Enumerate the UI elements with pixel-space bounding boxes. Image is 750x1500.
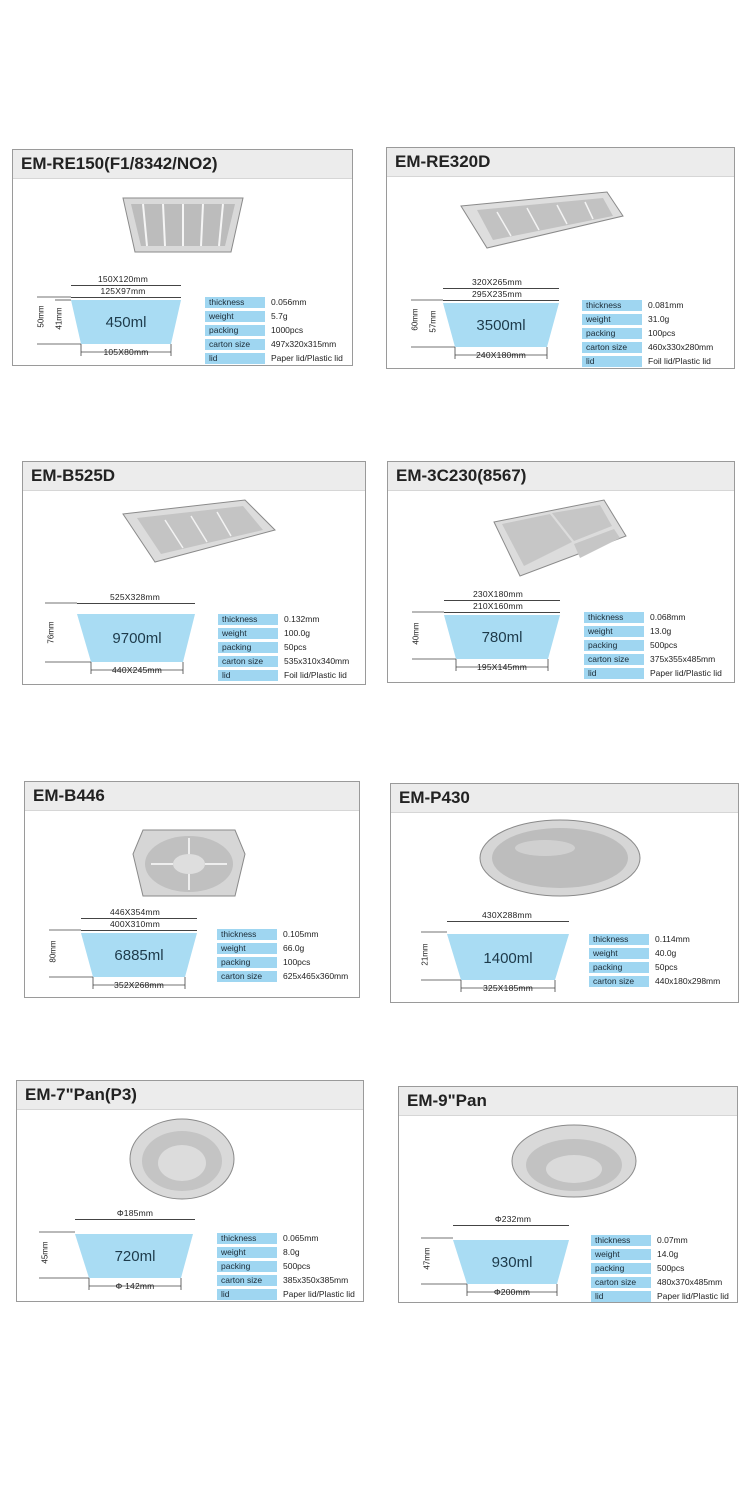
product-title: EM-RE150(F1/8342/NO2) xyxy=(13,150,352,179)
dimension-diagram xyxy=(408,587,583,679)
spec-row xyxy=(584,610,722,624)
spec-value: 0.081mm xyxy=(648,300,684,310)
spec-label: weight xyxy=(218,628,278,639)
capacity-label: 3500ml xyxy=(476,317,526,334)
spec-value: 0.114mm xyxy=(655,934,690,944)
spec-row xyxy=(591,1289,729,1303)
height-inner-dimension: 41mm xyxy=(54,307,64,330)
spec-label: weight xyxy=(591,1249,651,1260)
spec-value: Paper lid/Plastic lid xyxy=(271,353,343,363)
spec-label: carton size xyxy=(582,342,642,353)
spec-value: 0.132mm xyxy=(284,614,320,624)
spec-label: lid xyxy=(217,1289,277,1300)
spec-value: 0.07mm xyxy=(657,1235,688,1245)
spec-value: 31.0g xyxy=(648,314,670,324)
top-outer-dimension: 446X354mm xyxy=(110,907,160,917)
spec-label: packing xyxy=(217,1261,277,1272)
height-outer-dimension: 47mm xyxy=(422,1247,432,1270)
top-outer-dimension: 430X288mm xyxy=(482,910,532,920)
spec-value: 8.0g xyxy=(283,1247,300,1257)
spec-row xyxy=(589,932,720,946)
spec-value: 13.0g xyxy=(650,626,672,636)
spec-row xyxy=(591,1247,729,1261)
product-card xyxy=(390,783,739,1003)
spec-label: lid xyxy=(205,353,265,364)
bottom-dimension: 105X80mm xyxy=(103,347,149,357)
capacity-label: 9700ml xyxy=(112,630,162,647)
spec-row xyxy=(217,1245,355,1259)
spec-label: carton size xyxy=(217,1275,277,1286)
product-title: EM-B446 xyxy=(25,782,359,811)
spec-table xyxy=(218,612,349,682)
spec-row xyxy=(217,969,348,983)
height-outer-dimension: 21mm xyxy=(420,943,430,966)
product-card xyxy=(12,149,353,366)
spec-label: thickness xyxy=(591,1235,651,1246)
spec-value: 0.105mm xyxy=(283,929,319,939)
spec-label: thickness xyxy=(582,300,642,311)
spec-value: 50pcs xyxy=(284,642,307,652)
spec-row xyxy=(217,1273,355,1287)
dimension-diagram xyxy=(417,1212,597,1303)
spec-row xyxy=(218,668,349,682)
spec-label: lid xyxy=(584,668,644,679)
compartment-tray-image xyxy=(480,496,630,580)
product-title: EM-P430 xyxy=(391,784,738,813)
spec-row xyxy=(591,1233,729,1247)
spec-row xyxy=(589,946,720,960)
bottom-dimension: 240X180mm xyxy=(476,350,526,360)
spec-value: 1000pcs xyxy=(271,325,304,335)
dimension-diagram xyxy=(407,275,582,367)
spec-row xyxy=(584,638,722,652)
spec-value: 0.065mm xyxy=(283,1233,319,1243)
dimension-diagram xyxy=(45,905,220,997)
spec-label: thickness xyxy=(584,612,644,623)
capacity-label: 450ml xyxy=(105,314,147,331)
spec-value: 0.056mm xyxy=(271,297,307,307)
spec-row xyxy=(589,974,720,988)
spec-label: thickness xyxy=(218,614,278,625)
capacity-label: 1400ml xyxy=(483,950,533,967)
spec-label: lid xyxy=(218,670,278,681)
spec-row xyxy=(591,1261,729,1275)
spec-label: packing xyxy=(591,1263,651,1274)
spec-row xyxy=(591,1275,729,1289)
spec-row xyxy=(582,298,713,312)
spec-value: 500pcs xyxy=(657,1263,685,1273)
spec-row xyxy=(217,1259,355,1273)
height-outer-dimension: 60mm xyxy=(410,308,420,331)
spec-label: carton size xyxy=(218,656,278,667)
spec-value: Paper lid/Plastic lid xyxy=(650,668,722,678)
round-pan-image xyxy=(127,1117,237,1201)
spec-value: 500pcs xyxy=(283,1261,311,1271)
spec-table xyxy=(589,932,720,988)
spec-row xyxy=(218,654,349,668)
rectangular-tray-image xyxy=(113,190,253,260)
spec-row xyxy=(217,955,348,969)
round-pan-image xyxy=(509,1123,639,1199)
top-outer-dimension: 230X180mm xyxy=(473,589,523,599)
dimension-diagram xyxy=(35,1206,215,1298)
spec-label: carton size xyxy=(217,971,277,982)
top-outer-dimension: Φ232mm xyxy=(494,1214,532,1224)
spec-label: carton size xyxy=(584,654,644,665)
spec-label: thickness xyxy=(217,1233,277,1244)
spec-value: 40.0g xyxy=(655,948,677,958)
spec-value: Foil lid/Plastic lid xyxy=(648,356,711,366)
rectangular-tray-image xyxy=(457,186,627,258)
spec-value: 500pcs xyxy=(650,640,678,650)
rectangular-tray-image xyxy=(115,496,279,566)
spec-value: 5.7g xyxy=(271,311,288,321)
spec-row xyxy=(218,626,349,640)
oval-platter-image xyxy=(475,816,645,900)
height-outer-dimension: 80mm xyxy=(48,940,58,963)
height-outer-dimension: 45mm xyxy=(40,1241,50,1264)
spec-value: 535x310x340mm xyxy=(284,656,350,666)
spec-value: 480x370x485mm xyxy=(657,1277,723,1287)
spec-table xyxy=(591,1233,729,1303)
spec-value: 14.0g xyxy=(657,1249,679,1259)
spec-row xyxy=(582,326,713,340)
top-outer-dimension: Φ185mm xyxy=(116,1208,154,1218)
dimension-diagram xyxy=(33,272,208,364)
product-card xyxy=(386,147,735,369)
spec-row xyxy=(217,1287,355,1301)
top-outer-dimension: 320X265mm xyxy=(472,277,522,287)
spec-label: weight xyxy=(205,311,265,322)
spec-value: 385x350x385mm xyxy=(283,1275,349,1285)
product-card xyxy=(398,1086,738,1303)
spec-value: 440x180x298mm xyxy=(655,976,721,986)
top-inner-dimension: 210X160mm xyxy=(473,601,523,611)
height-outer-dimension: 40mm xyxy=(411,622,421,645)
spec-value: 0.068mm xyxy=(650,612,686,622)
spec-row xyxy=(584,624,722,638)
spec-value: 460x330x280mm xyxy=(648,342,714,352)
spec-label: packing xyxy=(589,962,649,973)
spec-table xyxy=(582,298,713,368)
height-outer-dimension: 76mm xyxy=(46,621,56,644)
height-inner-dimension: 57mm xyxy=(428,310,438,333)
spec-label: packing xyxy=(584,640,644,651)
spec-table xyxy=(584,610,722,680)
spec-row xyxy=(205,323,343,337)
spec-value: 100.0g xyxy=(284,628,310,638)
spec-table xyxy=(217,927,348,983)
product-card xyxy=(387,461,735,683)
product-card xyxy=(16,1080,364,1302)
spec-row xyxy=(205,337,343,351)
spec-label: weight xyxy=(217,1247,277,1258)
spec-row xyxy=(582,340,713,354)
spec-value: 497x320x315mm xyxy=(271,339,337,349)
spec-label: carton size xyxy=(205,339,265,350)
spec-row xyxy=(205,351,343,365)
spec-label: lid xyxy=(591,1291,651,1302)
bottom-dimension: 440X245mm xyxy=(112,665,162,675)
product-title: EM-RE320D xyxy=(387,148,734,177)
capacity-label: 930ml xyxy=(491,1254,533,1271)
spec-label: packing xyxy=(582,328,642,339)
spec-table xyxy=(205,295,343,365)
spec-value: 100pcs xyxy=(283,957,311,967)
spec-row xyxy=(582,354,713,368)
spec-value: Foil lid/Plastic lid xyxy=(284,670,347,680)
dimension-diagram xyxy=(41,590,221,682)
product-card xyxy=(24,781,360,998)
top-outer-dimension: 150X120mm xyxy=(98,274,148,284)
spec-label: thickness xyxy=(205,297,265,308)
spec-row xyxy=(584,652,722,666)
spec-row xyxy=(218,612,349,626)
spec-label: weight xyxy=(584,626,644,637)
spec-label: packing xyxy=(205,325,265,336)
spec-table xyxy=(217,1231,355,1301)
spec-value: Paper lid/Plastic lid xyxy=(283,1289,355,1299)
spec-label: weight xyxy=(217,943,277,954)
spec-label: weight xyxy=(589,948,649,959)
spec-label: lid xyxy=(582,356,642,367)
product-title: EM-7"Pan(P3) xyxy=(17,1081,363,1110)
spec-row xyxy=(217,1231,355,1245)
spec-label: packing xyxy=(217,957,277,968)
spec-value: 625x465x360mm xyxy=(283,971,349,981)
bottom-dimension: Φ200mm xyxy=(493,1287,531,1297)
top-inner-dimension: 295X235mm xyxy=(472,289,522,299)
spec-value: 375x355x485mm xyxy=(650,654,716,664)
spec-label: weight xyxy=(582,314,642,325)
round-tray-image xyxy=(129,824,249,902)
spec-value: 100pcs xyxy=(648,328,676,338)
product-title: EM-9"Pan xyxy=(399,1087,737,1116)
spec-label: thickness xyxy=(217,929,277,940)
dimension-diagram xyxy=(417,908,597,1000)
spec-value: 50pcs xyxy=(655,962,678,972)
spec-row xyxy=(589,960,720,974)
bottom-dimension: 352X268mm xyxy=(114,980,164,990)
spec-value: Paper lid/Plastic lid xyxy=(657,1291,729,1301)
top-inner-dimension: 400X310mm xyxy=(110,919,160,929)
spec-label: packing xyxy=(218,642,278,653)
top-inner-dimension: 125X97mm xyxy=(100,286,146,296)
spec-row xyxy=(218,640,349,654)
capacity-label: 6885ml xyxy=(114,947,164,964)
spec-label: carton size xyxy=(589,976,649,987)
bottom-dimension: 325X185mm xyxy=(483,983,533,993)
spec-row xyxy=(205,309,343,323)
capacity-label: 780ml xyxy=(481,629,523,646)
product-card xyxy=(22,461,366,685)
bottom-dimension: Φ 142mm xyxy=(115,1281,155,1291)
spec-row xyxy=(582,312,713,326)
top-outer-dimension: 525X328mm xyxy=(110,592,160,602)
product-title: EM-B525D xyxy=(23,462,365,491)
spec-row xyxy=(217,941,348,955)
bottom-dimension: 195X145mm xyxy=(477,662,527,672)
spec-label: carton size xyxy=(591,1277,651,1288)
spec-value: 66.0g xyxy=(283,943,305,953)
product-title: EM-3C230(8567) xyxy=(388,462,734,491)
height-outer-dimension: 50mm xyxy=(36,305,46,328)
spec-row xyxy=(584,666,722,680)
spec-row xyxy=(205,295,343,309)
spec-label: thickness xyxy=(589,934,649,945)
spec-row xyxy=(217,927,348,941)
capacity-label: 720ml xyxy=(114,1248,156,1265)
